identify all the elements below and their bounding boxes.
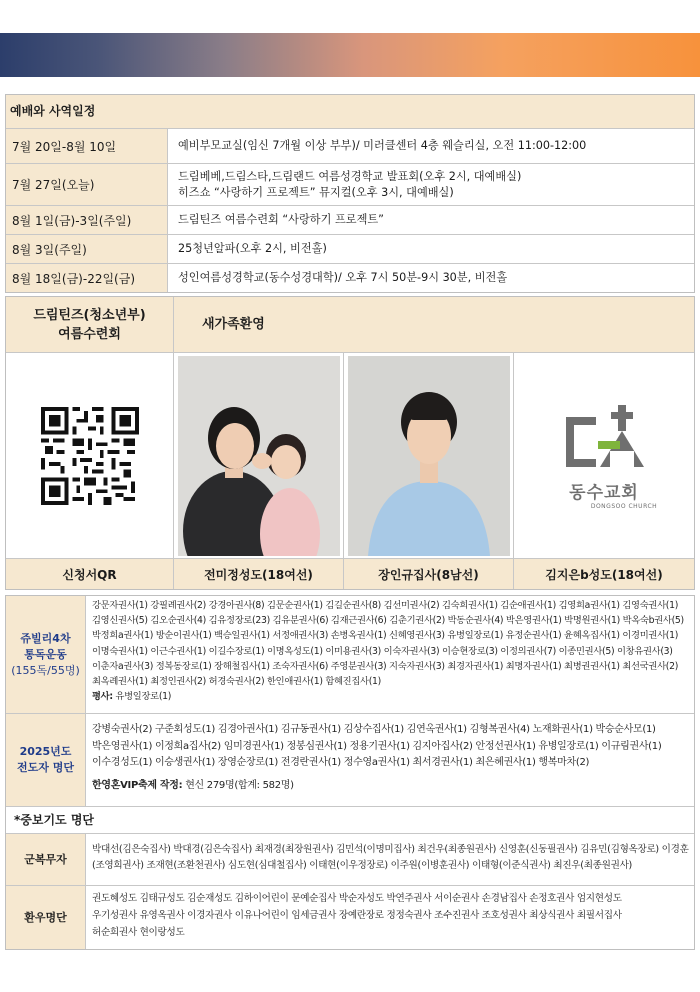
new-member-photo [348,356,510,556]
schedule-description [168,206,694,234]
schedule-table [5,94,695,293]
jubilee-line: 이춘자a권사(3) 정복동장로(1) 장해철집사(1) 조숙자권사(6) 주영분권사(3) 지숙자권사(3) 최경자권사(1) 최명자권사(1) 최병권권사(1) 최선국권사(2) [92,660,679,672]
military-label: 군복무자 [6,834,86,885]
schedule-date: 7월 20일-8월 10일 [6,129,168,163]
evangelist-label-line1: 2025년도 [19,745,72,758]
jubilee-label-line2: 통독운동 [24,647,67,661]
schedule-row [6,129,694,164]
jubilee-eval [92,689,690,704]
retreat-title-line2: 여름수련회 [58,326,121,342]
schedule-date: 8월 1일(금)-3일(주일) [6,206,168,234]
retreat-heading [6,297,174,353]
jubilee-line: 최옥례권사(1) 최정인권사(2) 허경숙권사(2) 한인애권사(1) 함혜진집사(1) [92,676,381,688]
schedule-line: 드림베베,드림스타,드림랜드 여름성경학교 발표회(오후 2시, 대예배실) [178,169,522,183]
patient-line: 권도혜성도 김태규성도 김순재성도 김하이어린이 문예순집사 박순자성도 박연주권사 서이순권사 손경남집사 손정호권사 엄지현성도 [92,893,622,904]
evangelist-list [92,722,690,806]
logo-cell [514,353,694,558]
new-family-heading: 새가족환영 [174,297,694,353]
church-logo-text: 동수교회 [569,483,639,503]
jubilee-line: 김영신권사(5) 김오순권사(4) 김유정장로(23) 김유분권사(6) 김재근권사(6) 김춘기권사(2) 박동순권사(4) 박은영권사(1) 박명원권사(1) 박옥숙b권사(5) [92,615,684,627]
jubilee-row [6,596,694,714]
schedule-date: 8월 18일(금)-22일(금) [6,264,168,292]
patient-list [92,890,690,949]
schedule-description [168,129,694,163]
vip-pledge-value: 현신 279명(합계: 582명) [185,779,294,791]
photo-caption: 신청서QR [6,558,174,589]
bottom-section [5,595,695,950]
patient-label: 환우명단 [6,886,86,949]
schedule-description [168,264,694,292]
jubilee-label-line3: (155독/55명) [11,663,80,677]
photo-caption: 전미정성도(18여선) [174,558,344,589]
evangelist-line: 박은영권사(1) 이정희a집사(2) 임미경권사(1) 정봉심권사(1) 정용기권사(1) 김지아집사(2) 안정선권사(1) 유병일장로(1) 이규림권사(1) [92,740,662,752]
photo-cell [174,353,344,558]
photo-caption: 장인규집사(8남선) [344,558,514,589]
photo-section [5,296,695,590]
schedule-line: 드림틴즈 여름수련회 “사랑하기 프로젝트” [178,213,384,226]
qr-code-icon[interactable] [41,407,139,505]
schedule-row [6,235,694,264]
schedule-line: 성인여름성경학교(동수성경대학)/ 오후 7시 50분-9시 30분, 비전홀 [178,271,508,284]
prayer-title: *중보기도 명단 [6,807,694,834]
evangelist-line: 이수경성도(1) 이승생권사(1) 장영순장로(1) 전경란권사(1) 정수영a권사(1) 최서경권사(1) 최은혜권사(1) 행복마차(2) [92,757,590,768]
jubilee-line: 이명숙권사(1) 이근수권사(1) 이길수장로(1) 이명옥성도(1) 이미용권사(3) 이숙자권사(3) 이승현장로(3) 이정의권사(7) 이종민권사(5) 이창유권사(3) [92,645,673,657]
evangelist-row [6,714,694,807]
jubilee-list [92,598,690,713]
jubilee-eval-value: 유병일장로(1) [115,691,172,703]
photo-cell [344,353,514,558]
schedule-line: 히즈쇼 “사랑하기 프로젝트” 뮤지컬(오후 3시, 대예배실) [178,185,454,199]
evangelist-label [6,714,86,806]
patient-row [6,886,694,949]
jubilee-line: 박정희a권사(1) 방순이권사(1) 백승일권사(1) 서정애권사(3) 손병옥권사(1) 신혜영권사(3) 유병일장로(1) 유정순권사(1) 윤혜옥집사(1) 이경미권사(1) [92,630,679,642]
patient-line: 우기성권사 유영옥권사 이경자권사 이유나어린이 임세금권사 장예란장로 정정숙권사 조수진권사 조호성권사 최상식권사 최필서집사 [92,910,622,921]
schedule-date: 8월 3일(주일) [6,235,168,263]
military-list: 박대선(김은숙집사) 박대경(김은숙집사) 최재경(최장원권사) 김민석(이명미집사) 최건우(최종원권사) 신영훈(신동필권사) 김유민(김형옥장로) 이경훈(조영희권사) 조재현(조환천권사) 심도현(심대철집사) 이태현(이우정장로) 이주원(이병훈권사) 이태형(이준식권사) 최진우(최종원권사) [92,844,689,871]
patient-line: 허순희권사 현이랑성도 [92,927,185,938]
schedule-description [168,235,694,263]
schedule-title: 예배와 사역일정 [6,95,694,129]
evangelist-label-line2: 전도자 명단 [17,761,74,774]
retreat-title-line1: 드림틴즈(청소년부) [33,307,146,323]
military-row [6,834,694,886]
vip-pledge-label: 한영혼VIP축제 작정: [92,779,183,791]
jubilee-label-line1: 쥬빌리4차 [20,631,71,645]
church-logo-subtext: DONGSOO CHURCH [590,503,658,510]
jubilee-label [6,596,86,713]
jubilee-line: 강문자권사(1) 강필례권사(2) 강경아권사(8) 김문순권사(1) 김길순권사(8) 김선미권사(2) 김숙희권사(1) 김순애권사(1) 김영희a권사(1) 김영숙권사(1) [92,600,679,611]
qr-cell [6,353,174,558]
schedule-description [168,164,694,205]
schedule-row [6,206,694,235]
photo-caption: 김지은b성도(18여선) [514,558,694,589]
schedule-row [6,264,694,292]
jubilee-eval-label: 평사: [92,691,113,703]
header-gradient-bar [0,33,700,77]
new-member-photo [178,356,340,556]
evangelist-line: 강병숙권사(2) 구준회성도(1) 김경아권사(1) 김규동권사(1) 김상수집사(1) 김연옥권사(1) 김형복권사(4) 노재화권사(1) 박승순사모(1) [92,724,656,735]
schedule-date: 7월 27일(오늘) [6,164,168,205]
schedule-line: 예비부모교실(임신 7개월 이상 부부)/ 미러클센터 4층 웨슬리실, 오전 11:00-12:00 [178,139,587,152]
schedule-line: 25청년알파(오후 2시, 비전홀) [178,242,327,255]
vip-pledge [92,778,690,795]
schedule-row [6,164,694,206]
